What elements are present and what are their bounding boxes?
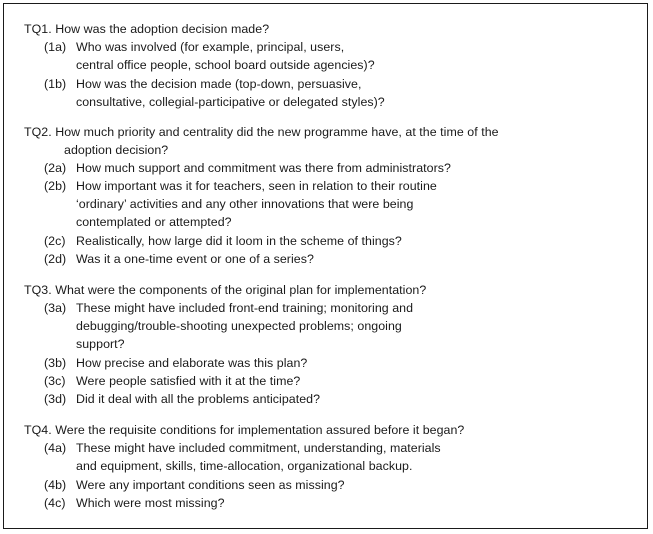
item-3b-label: (3b) xyxy=(44,356,67,370)
item-2a-label: (2a) xyxy=(44,161,67,175)
item-3a-line-1: These might have included front-end training; monitoring and xyxy=(76,301,414,315)
item-4b-label: (4b) xyxy=(44,478,67,492)
question-tq1: TQ1. How was the adoption decision made? xyxy=(24,22,270,36)
question-tq3: TQ3. What were the components of the original plan for implementation? xyxy=(24,283,427,297)
item-4c-line-1: Which were most missing? xyxy=(76,496,225,510)
item-3c-line-1: Were people satisfied with it at the time? xyxy=(76,374,301,388)
item-1b-line-2: consultative, collegial-participative or delegated styles)? xyxy=(76,95,385,109)
item-4b-line-1: Were any important conditions seen as missing? xyxy=(76,478,345,492)
item-2b-label: (2b) xyxy=(44,179,67,193)
item-3a-label: (3a) xyxy=(44,301,67,315)
question-tq2: TQ2. How much priority and centrality did the new programme have, at the time of the xyxy=(24,125,499,139)
item-3c-label: (3c) xyxy=(44,374,66,388)
item-3d-label: (3d) xyxy=(44,392,67,406)
item-4a-line-1: These might have included commitment, understanding, materials xyxy=(76,441,441,455)
item-1b-label: (1b) xyxy=(44,77,67,91)
item-2b-line-2: ‘ordinary’ activities and any other innovations that were being xyxy=(76,197,414,211)
item-3d-line-1: Did it deal with all the problems anticipated? xyxy=(76,392,321,406)
item-2b-line-1: How important was it for teachers, seen in relation to their routine xyxy=(76,179,437,193)
item-1a-line-1: Who was involved (for example, principal, users, xyxy=(76,40,345,54)
item-2b-line-3: contemplated or attempted? xyxy=(76,215,232,229)
item-2d-label: (2d) xyxy=(44,252,67,266)
item-3a-line-2: debugging/trouble-shooting unexpected problems; ongoing xyxy=(76,319,402,333)
item-2c-line-1: Realistically, how large did it loom in the scheme of things? xyxy=(76,234,402,248)
item-1b-line-1: How was the decision made (top-down, persuasive, xyxy=(76,77,362,91)
item-1a-label: (1a) xyxy=(44,40,67,54)
item-3b-line-1: How precise and elaborate was this plan? xyxy=(76,356,308,370)
item-2c-label: (2c) xyxy=(44,234,66,248)
item-4c-label: (4c) xyxy=(44,496,66,510)
item-2d-line-1: Was it a one-time event or one of a series? xyxy=(76,252,314,266)
question-tq4: TQ4. Were the requisite conditions for implementation assured before it began? xyxy=(24,423,465,437)
item-1a-line-2: central office people, school board outside agencies)? xyxy=(76,58,375,72)
item-2a-line-1: How much support and commitment was there from administrators? xyxy=(76,161,451,175)
item-4a-line-2: and equipment, skills, time-allocation, organizational backup. xyxy=(76,459,413,473)
question-tq2-cont: adoption decision? xyxy=(64,143,169,157)
item-4a-label: (4a) xyxy=(44,441,67,455)
item-3a-line-3: support? xyxy=(76,337,125,351)
